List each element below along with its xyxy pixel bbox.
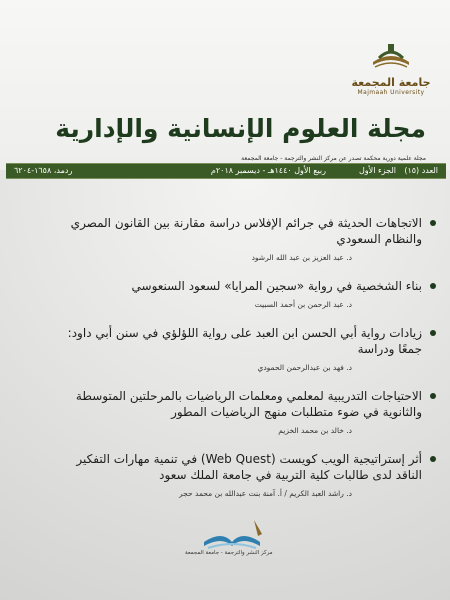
journal-subtitle: مجلة علمية دورية محكمة تصدر عن مركز النشر والترجمة - جامعة المجمعة	[241, 155, 426, 162]
article-list	[50, 215, 450, 514]
journal-title: مجلة العلوم الإنسانية والإدارية	[55, 114, 426, 143]
university-name-en: Majmaah University	[357, 89, 425, 96]
article-title: الاتجاهات الحديثة في جرائم الإفلاس دراسة مقارنة بين القانون المصري والنظام السعودي	[70, 216, 422, 246]
issue-date: ربيع الأول ١٤٤٠هـ - ديسمبر ٢٠١٨م	[210, 166, 326, 175]
issue-info-bar	[6, 163, 446, 179]
university-emblem-icon	[369, 40, 413, 70]
bullet-icon	[430, 330, 436, 336]
article-item	[50, 278, 450, 309]
article-item	[50, 388, 450, 435]
issue-number: العدد (١٥)	[404, 166, 438, 175]
bullet-icon	[430, 393, 436, 399]
bullet-icon	[430, 456, 436, 462]
article-title: زيادات رواية أبي الحسن ابن العبد على رواية اللؤلؤي في سنن أبي داود: جمعًا ودراسة	[67, 326, 422, 356]
article-title: بناء الشخصية في رواية «سجين المرايا» لسعود السنعوسي	[131, 279, 422, 293]
article-author: د. عبد العزيز بن عبد الله الرشود	[251, 253, 352, 262]
article-title: أثر إستراتيجية الويب كويست (Web Quest) في تنمية مهارات التفكير الناقد لدى طالبات كلية التربية في جامعة الملك سعود	[76, 452, 422, 482]
bullet-icon	[430, 220, 436, 226]
article-item	[50, 215, 450, 262]
university-name-ar: جامعة المجمعة	[351, 76, 431, 89]
bullet-icon	[430, 283, 436, 289]
article-author: د. فهد بن عبدالرحمن الحمودي	[257, 363, 352, 372]
article-author: د. عبد الرحمن بن أحمد السبيت	[254, 300, 352, 309]
publishing-center-logo-icon	[182, 512, 282, 572]
article-item	[50, 325, 450, 372]
article-item	[50, 451, 450, 498]
university-logo	[350, 40, 432, 96]
publisher-text: مركز النشر والترجمة - جامعة المجمعة	[185, 550, 273, 556]
issue-part: الجزء الأول	[358, 166, 396, 175]
issn: ردمد، ١٦٥٨-٦٢٠٤	[14, 166, 73, 175]
article-author: د. راشد العبد الكريم / أ. آمنة بنت عبدالله بن محمد حجر	[179, 489, 352, 498]
article-author: د. خالد بن محمد الخزيم	[278, 426, 352, 435]
article-title: الاحتياجات التدريبية لمعلمي ومعلمات الرياضيات بالمرحلتين المتوسطة والثانوية في ضوء متطلبات منهج الرياضيات المطور	[75, 389, 422, 419]
